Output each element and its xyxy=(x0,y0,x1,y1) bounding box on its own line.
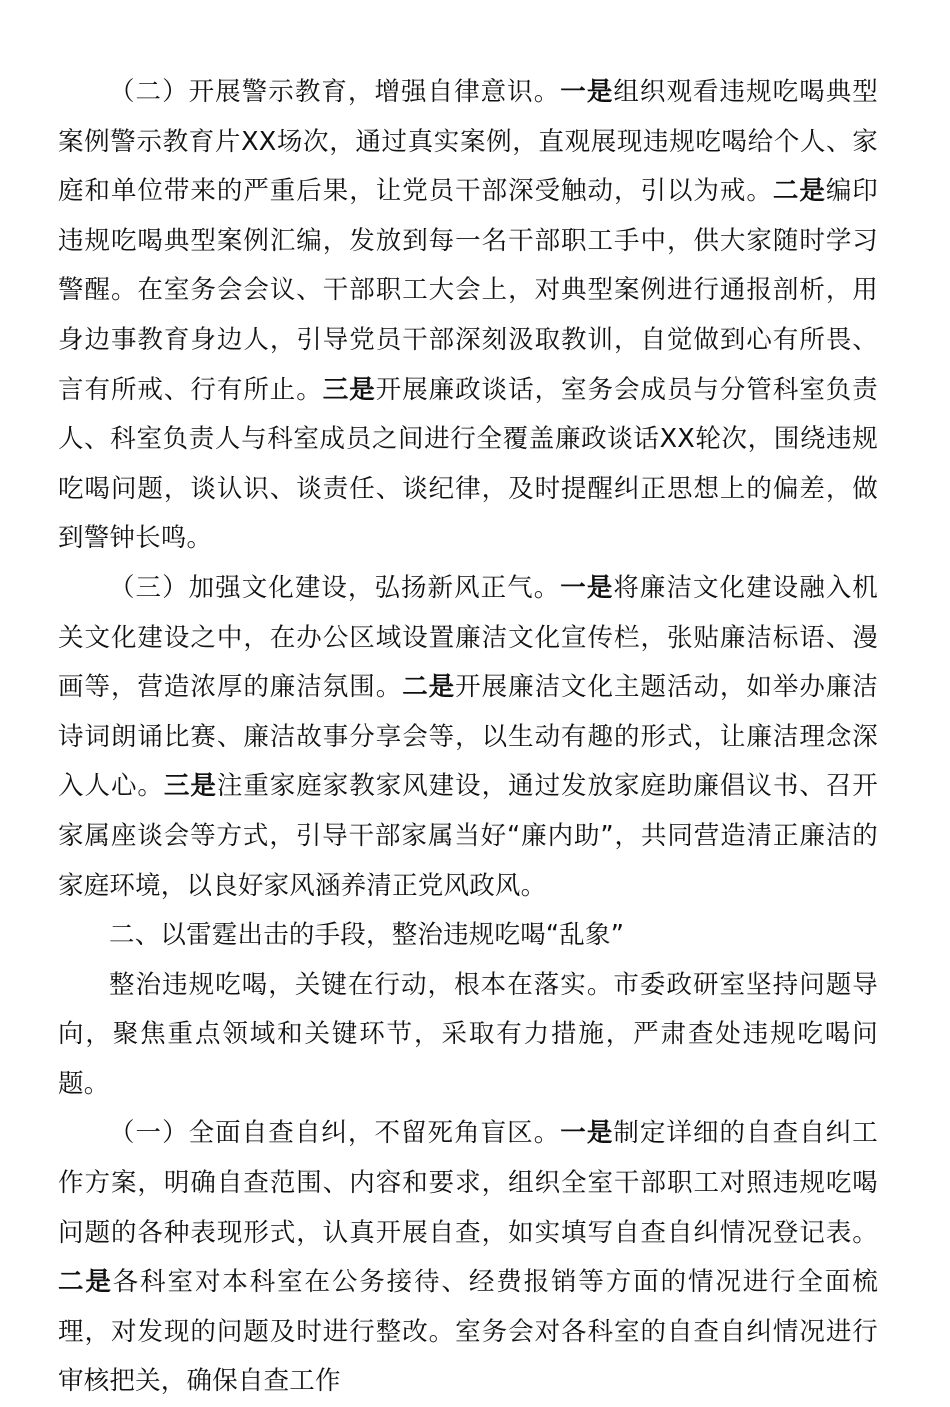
paragraph-text: 将廉洁文化建设融入机关文化建设之中，在办公区域设置廉洁文化宣传栏，张贴廉洁标语、漫画等，营造浓厚的廉洁氛围。 xyxy=(58,572,878,703)
point-marker: 三是 xyxy=(322,374,376,405)
section-title: 二、以雷霆出击的手段，整治违规吃喝“乱象” xyxy=(109,920,625,951)
point-marker: 一是 xyxy=(560,572,614,603)
paragraph-warning-education xyxy=(58,68,878,564)
sub-heading: （一）全面自查自纠，不留死角盲区。 xyxy=(109,1118,561,1149)
paragraph-culture-building xyxy=(58,564,878,911)
document-page xyxy=(58,68,878,1407)
paragraph-self-inspection xyxy=(58,1109,878,1407)
paragraph-text: 开展廉政谈话，室务会成员与分管科室负责人、科室负责人与科室成员之间进行全覆盖廉政谈话XX轮次，围绕违规吃喝问题，谈认识、谈责任、谈纪律，及时提醒纠正思想上的偏差，做到警钟长鸣。 xyxy=(58,374,878,554)
paragraph-intro xyxy=(58,961,878,1110)
paragraph-text: 注重家庭家教家风建设，通过发放家庭助廉倡议书、召开家属座谈会等方式，引导干部家属当好“廉内助”，共同营造清正廉洁的家庭环境，以良好家风涵养清正党风政风。 xyxy=(58,771,878,901)
paragraph-text: 编印违规吃喝典型案例汇编，发放到每一名干部职工手中，供大家随时学习警醒。在室务会会议、干部职工大会上，对典型案例进行通报剖析，用身边事教育身边人，引导党员干部深刻汲取教训，自觉做到心有所畏、言有所戒、行有所止。 xyxy=(58,176,878,405)
paragraph-text: 组织观看违规吃喝典型案例警示教育片XX场次，通过真实案例，直观展现违规吃喝给个人、家庭和单位带来的严重后果，让党员干部深受触动，引以为戒。 xyxy=(58,77,878,207)
point-marker: 二是 xyxy=(402,672,456,703)
point-marker: 三是 xyxy=(163,771,217,802)
paragraph-text: 整治违规吃喝，关键在行动，根本在落实。市委政研室坚持问题导向，聚焦重点领域和关键环节，采取有力措施，严肃查处违规吃喝问题。 xyxy=(58,969,878,1099)
sub-heading: （三）加强文化建设，弘扬新风正气。 xyxy=(109,572,561,603)
sub-heading: （二）开展警示教育，增强自律意识。 xyxy=(109,77,561,107)
paragraph-text: 各科室对本科室在公务接待、经费报销等方面的情况进行全面梳理，对发现的问题及时进行整改。室务会对各科室的自查自纠情况进行审核把关，确保自查工作 xyxy=(58,1267,878,1397)
paragraph-text: 开展廉洁文化主题活动，如举办廉洁诗词朗诵比赛、廉洁故事分享会等，以生动有趣的形式，让廉洁理念深入人心。 xyxy=(58,672,878,802)
point-marker: 二是 xyxy=(772,176,826,207)
section-heading xyxy=(58,911,878,961)
point-marker: 二是 xyxy=(58,1267,113,1298)
point-marker: 一是 xyxy=(560,1118,614,1149)
paragraph-text: 制定详细的自查自纠工作方案，明确自查范围、内容和要求，组织全室干部职工对照违规吃喝问题的各种表现形式，认真开展自查，如实填写自查自纠情况登记表。 xyxy=(58,1118,878,1248)
point-marker: 一是 xyxy=(560,77,614,107)
